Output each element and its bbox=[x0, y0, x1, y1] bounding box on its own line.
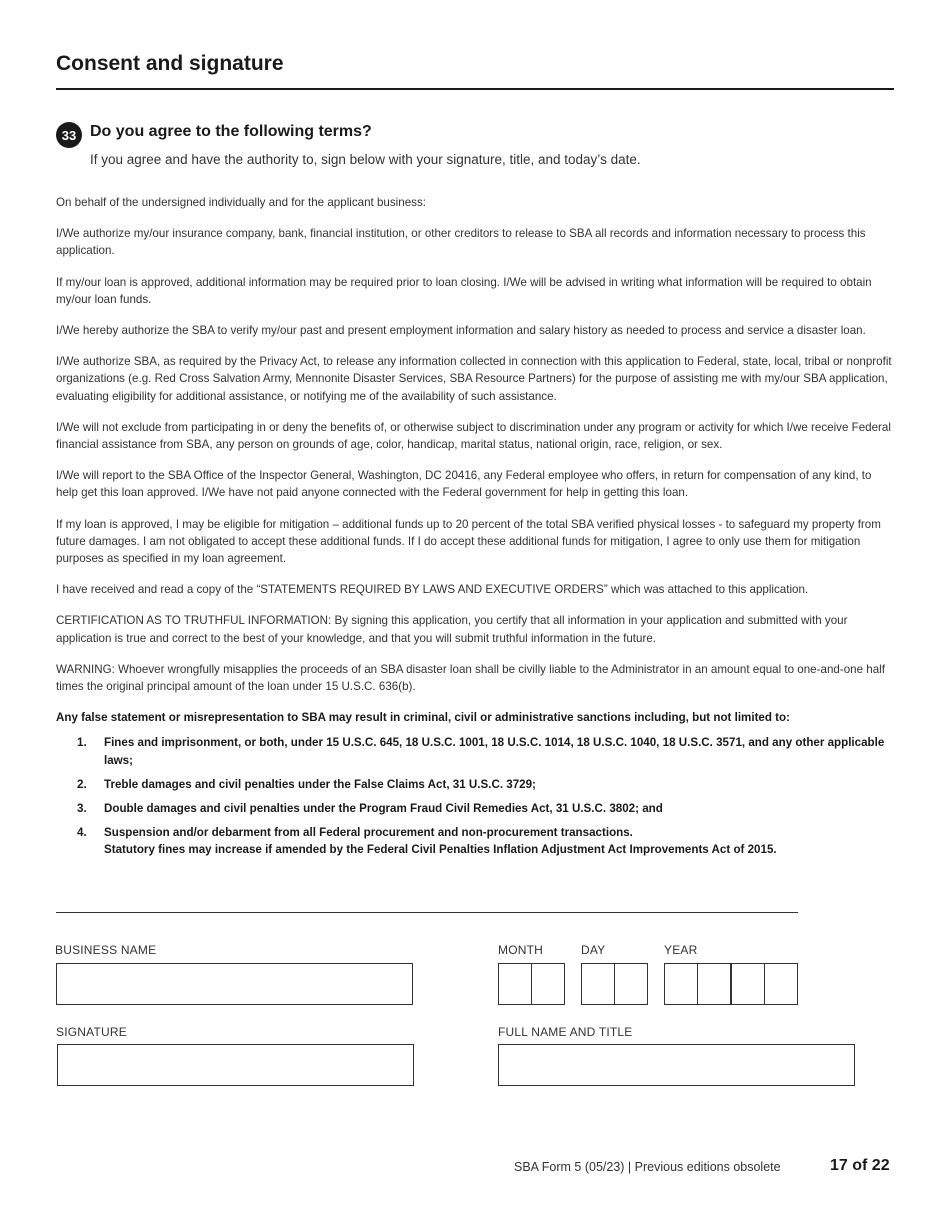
terms-body bbox=[56, 194, 896, 866]
terms-paragraph: CERTIFICATION AS TO TRUTHFUL INFORMATION: By signing this application, you certify that all information in your application and submitted with your application is true and correct to the best of your knowledge, and that you will submit truthful information in the future. bbox=[56, 614, 848, 645]
business-name-label: BUSINESS NAME bbox=[55, 943, 157, 957]
month-digit-2-field[interactable] bbox=[531, 963, 565, 1005]
terms-paragraph: I/We will not exclude from participating in or deny the benefits of, or otherwise subject to discrimination under any program or activity for which I/we receive Federal financial assistance from SBA, any person on grounds of age, color, handicap, marital status, national origin, race, religion, or sex. bbox=[56, 420, 891, 452]
day-digit-2-field[interactable] bbox=[614, 963, 648, 1005]
year-label: YEAR bbox=[664, 943, 698, 957]
signature-field[interactable] bbox=[57, 1044, 414, 1086]
form-footer-note: SBA Form 5 (05/23) | Previous editions obsolete bbox=[514, 1160, 781, 1174]
terms-paragraph: If my/our loan is approved, additional information may be required prior to loan closing. I/We will be advised in writing what information will be required to obtain my/our loan funds. bbox=[56, 275, 872, 306]
terms-paragraph: On behalf of the undersigned individually and for the applicant business: bbox=[56, 196, 426, 209]
terms-paragraph: I/We authorize SBA, as required by the Privacy Act, to release any information collected in connection with this application to Federal, state, local, tribal or nonprofit organizations (e.g. Red Cross Salvation Army, Mennonite Disaster Services, SBA Resource Partners) for the purpose of assisting me with my/our SBA application, evaluating eligibility for additional assistance, or notifying me of the availability of such assistance. bbox=[56, 355, 892, 403]
question-number-badge: 33 bbox=[56, 122, 82, 148]
sanctions-item-text: Treble damages and civil penalties under the False Claims Act, 31 U.S.C. 3729; bbox=[104, 777, 536, 791]
business-name-field[interactable] bbox=[56, 963, 413, 1005]
sanctions-item bbox=[56, 734, 896, 768]
year-digit-1-field[interactable] bbox=[664, 963, 698, 1005]
sanctions-item-text: Suspension and/or debarment from all Federal procurement and non-procurement transactions. bbox=[104, 826, 633, 840]
sanctions-item-note: Statutory fines may increase if amended by the Federal Civil Penalties Inflation Adjustment Act Improvements Act of 2015. bbox=[104, 843, 777, 857]
sanctions-item-number: 1. bbox=[77, 736, 87, 750]
sanctions-item-number: 4. bbox=[77, 826, 87, 840]
terms-paragraph: If my loan is approved, I may be eligible for mitigation – additional funds up to 20 percent of the total SBA verified physical losses - to safeguard my property from future damages. I am not obligated to accept these additional funds. If I do accept these additional funds for mitigation, I agree to only use them for mitigation purposes as specified in my loan agreement. bbox=[56, 517, 881, 566]
month-label: MONTH bbox=[498, 943, 543, 957]
sanctions-item bbox=[56, 776, 896, 793]
sanctions-item bbox=[56, 800, 896, 817]
terms-paragraph: I/We authorize my/our insurance company, bank, financial institution, or other creditors to release to SBA all records and information necessary to process this application. bbox=[56, 227, 866, 258]
sanctions-lead: Any false statement or misrepresentation to SBA may result in criminal, civil or administrative sanctions including, but not limited to: bbox=[56, 711, 790, 725]
page-title: Consent and signature bbox=[56, 52, 284, 75]
full-name-title-label: FULL NAME AND TITLE bbox=[498, 1025, 633, 1039]
month-digit-1-field[interactable] bbox=[498, 963, 532, 1005]
year-digit-3-field[interactable] bbox=[731, 963, 765, 1005]
sanctions-item-text: Fines and imprisonment, or both, under 15 U.S.C. 645, 18 U.S.C. 1001, 18 U.S.C. 1014, 18 U.S.C. 1040, 18 U.S.C. 3571, and any other applicable laws; bbox=[104, 736, 885, 767]
sanctions-item-text: Double damages and civil penalties under the Program Fraud Civil Remedies Act, 31 U.S.C. 3802; and bbox=[104, 802, 663, 816]
year-digit-4-field[interactable] bbox=[764, 963, 798, 1005]
terms-paragraph: I/We hereby authorize the SBA to verify my/our past and present employment information and salary history as needed to process and service a disaster loan. bbox=[56, 324, 866, 338]
terms-paragraph: I/We will report to the SBA Office of the Inspector General, Washington, DC 20416, any Federal employee who offers, in return for compensation of any kind, to help get this loan approved. I/We have not paid anyone connected with the Federal government for help in getting this loan. bbox=[56, 469, 872, 500]
sanctions-list bbox=[56, 734, 896, 858]
question-subtitle: If you agree and have the authority to, sign below with your signature, title, and today’s date. bbox=[90, 152, 641, 167]
question-title: Do you agree to the following terms? bbox=[90, 123, 372, 140]
day-label: DAY bbox=[581, 943, 606, 957]
day-digit-1-field[interactable] bbox=[581, 963, 615, 1005]
sanctions-item-number: 2. bbox=[77, 777, 87, 791]
sanctions-item-number: 3. bbox=[77, 802, 87, 816]
full-name-title-field[interactable] bbox=[498, 1044, 855, 1086]
signature-section-divider bbox=[56, 912, 798, 913]
signature-label: SIGNATURE bbox=[56, 1025, 127, 1039]
sanctions-item bbox=[56, 824, 896, 858]
page-number: 17 of 22 bbox=[830, 1157, 890, 1174]
year-digit-2-field[interactable] bbox=[697, 963, 731, 1005]
terms-paragraph: I have received and read a copy of the “STATEMENTS REQUIRED BY LAWS AND EXECUTIVE ORDERS” which was attached to this application. bbox=[56, 583, 809, 597]
title-divider bbox=[56, 88, 894, 90]
terms-paragraph: WARNING: Whoever wrongfully misapplies the proceeds of an SBA disaster loan shall be civilly liable to the Administrator in an amount equal to one-and-one half times the original principal amount of the loan under 15 U.S.C. 636(b). bbox=[56, 662, 885, 694]
